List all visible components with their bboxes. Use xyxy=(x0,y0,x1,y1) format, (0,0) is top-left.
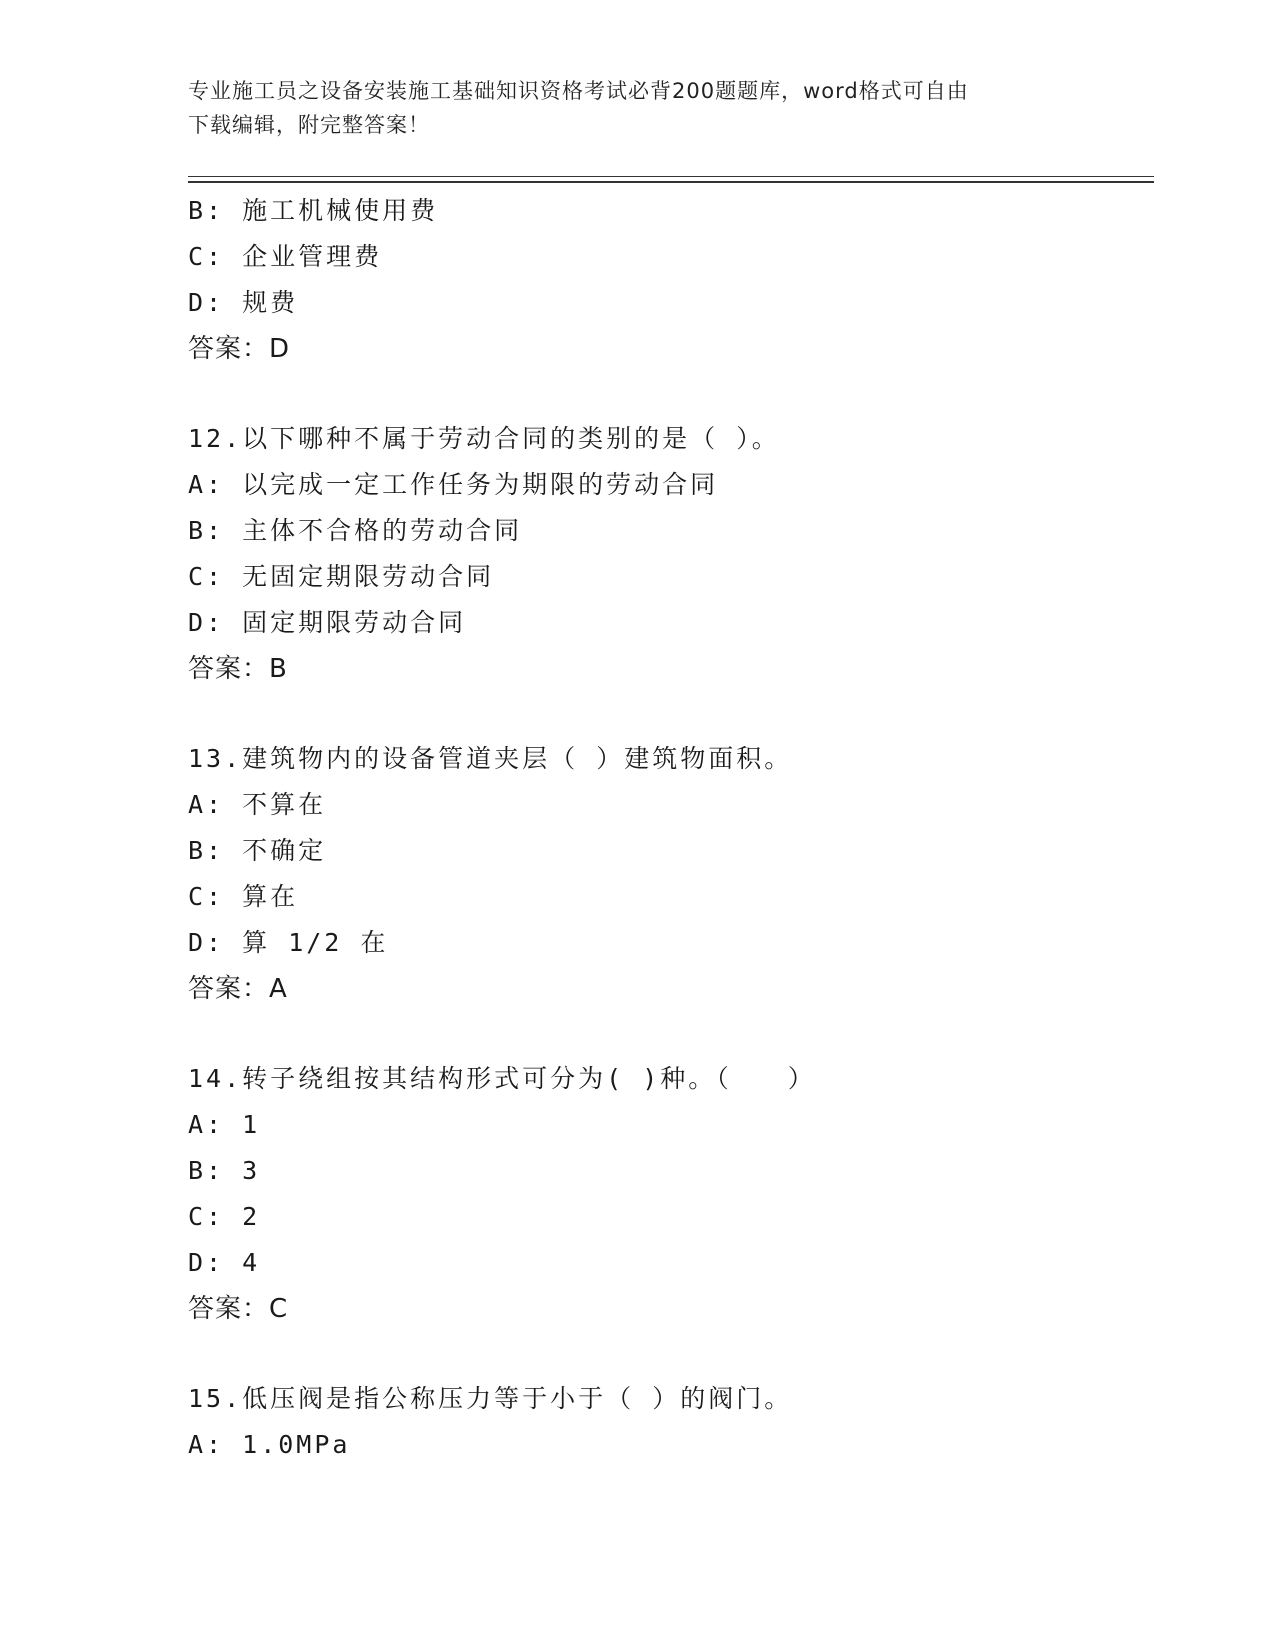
option-c: C: 2 xyxy=(188,1202,261,1231)
option-b: B: 主体不合格的劳动合同 xyxy=(188,516,523,545)
answer-line: 答案：C xyxy=(188,1294,289,1324)
answer-line: 答案：B xyxy=(188,654,288,684)
option-a: A: 1 xyxy=(188,1110,261,1139)
question-list xyxy=(188,188,1148,1468)
option-c: C: 算在 xyxy=(188,882,299,911)
option-d: D: 算 1/2 在 xyxy=(188,928,389,957)
header-divider-thick xyxy=(188,181,1154,183)
document-header xyxy=(188,74,1088,142)
option-b: B: 施工机械使用费 xyxy=(188,196,439,225)
option-d: D: 4 xyxy=(188,1248,261,1277)
spacer xyxy=(188,692,1148,736)
question-stem: 12.以下哪种不属于劳动合同的类别的是（ ）。 xyxy=(188,424,780,453)
header-title-line-2: 下载编辑，附完整答案！ xyxy=(188,113,430,137)
question-stem: 14.转子绕组按其结构形式可分为( )种。（ ） xyxy=(188,1064,816,1093)
option-a: A: 1.0MPa xyxy=(188,1430,351,1459)
question-13 xyxy=(188,736,1148,1012)
question-12 xyxy=(188,416,1148,692)
answer-line: 答案：D xyxy=(188,334,291,364)
question-15 xyxy=(188,1376,1148,1468)
question-14 xyxy=(188,1056,1148,1332)
option-d: D: 固定期限劳动合同 xyxy=(188,608,467,637)
option-d: D: 规费 xyxy=(188,288,299,317)
question-stem: 13.建筑物内的设备管道夹层（ ）建筑物面积。 xyxy=(188,744,793,773)
option-b: B: 3 xyxy=(188,1156,261,1185)
header-title-line-1: 专业施工员之设备安装施工基础知识资格考试必背200题题库，word格式可自由 xyxy=(188,79,969,103)
option-c: C: 企业管理费 xyxy=(188,242,383,271)
option-a: A: 以完成一定工作任务为期限的劳动合同 xyxy=(188,470,719,499)
option-b: B: 不确定 xyxy=(188,836,327,865)
question-11-continued xyxy=(188,188,1148,372)
spacer xyxy=(188,372,1148,416)
option-c: C: 无固定期限劳动合同 xyxy=(188,562,495,591)
spacer xyxy=(188,1012,1148,1056)
answer-line: 答案：A xyxy=(188,974,288,1004)
question-stem: 15.低压阀是指公称压力等于小于（ ）的阀门。 xyxy=(188,1384,793,1413)
option-a: A: 不算在 xyxy=(188,790,327,819)
header-divider-thin xyxy=(188,176,1154,177)
spacer xyxy=(188,1332,1148,1376)
